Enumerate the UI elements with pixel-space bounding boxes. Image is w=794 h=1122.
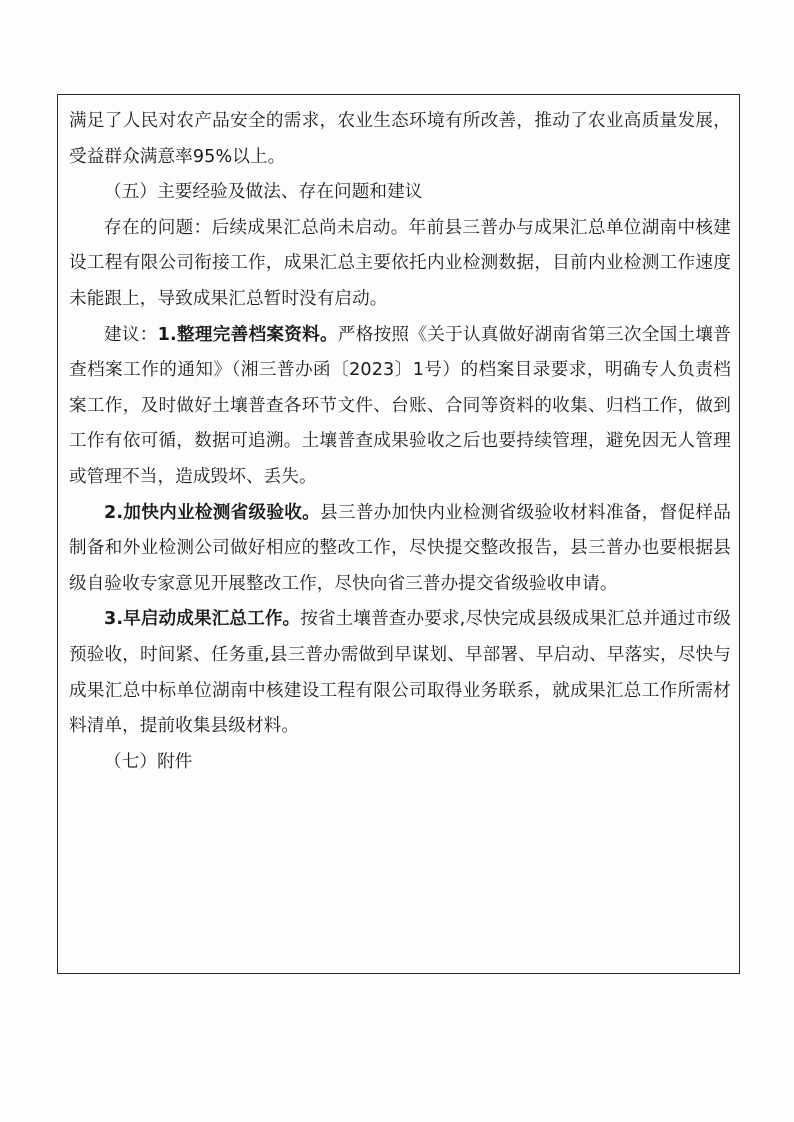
suggestion-2-paragraph <box>69 496 731 603</box>
section-heading-7: （七）附件 <box>104 751 193 772</box>
suggestion-3-paragraph <box>69 602 731 744</box>
suggestion-1-paragraph <box>69 318 731 496</box>
suggestion-1-body: 严格按照《关于认真做好湖南省第三次全国土壤普查档案工作的通知》（湘三普办函〔2023〕1号）的档案目录要求，明确专人负责档案工作，及时做好土壤普查各环节文件、台账、合同等资料的收集、归档工作，做到工作有依可循，数据可追溯。土壤普查成果验收之后也要持续管理，避免因无人管理或管理不当，造成毁坏、丢失。 <box>69 324 731 487</box>
suggestion-1-title: 1.整理完善档案资料。 <box>157 324 338 345</box>
suggestion-3-title: 3.早启动成果汇总工作。 <box>104 609 301 630</box>
section-heading-5: （五）主要经验及做法、存在问题和建议 <box>104 182 423 203</box>
suggestion-3-body: 按省土壤普查办要求,尽快完成县级成果汇总并通过市级预验收，时间紧、任务重,县三普办需做到早谋划、早部署、早启动、早落实，尽快与成果汇总中标单位湖南中核建设工程有限公司取得业务联系，就成果汇总工作所需材料清单，提前收集县级材料。 <box>69 609 731 737</box>
suggestion-2-body: 县三普办加快内业检测省级验收材料准备，督促样品制备和外业检测公司做好相应的整改工作，尽快提交整改报告，县三普办也要根据县级自验收专家意见开展整改工作，尽快向省三普办提交省级验收申请。 <box>69 502 731 594</box>
suggestion-prefix: 建议： <box>104 324 158 345</box>
paragraph-continuation: 满足了人民对农产品安全的需求，农业生态环境有所改善，推动了农业高质量发展，受益群众满意率95%以上。 <box>69 111 731 167</box>
document-body <box>69 104 731 780</box>
suggestion-2-title: 2.加快内业检测省级验收。 <box>104 502 320 523</box>
problem-paragraph: 存在的问题：后续成果汇总尚未启动。年前县三普办与成果汇总单位湖南中核建设工程有限公司衔接工作，成果汇总主要依托内业检测数据，目前内业检测工作速度未能跟上，导致成果汇总暂时没有启动。 <box>69 217 731 309</box>
